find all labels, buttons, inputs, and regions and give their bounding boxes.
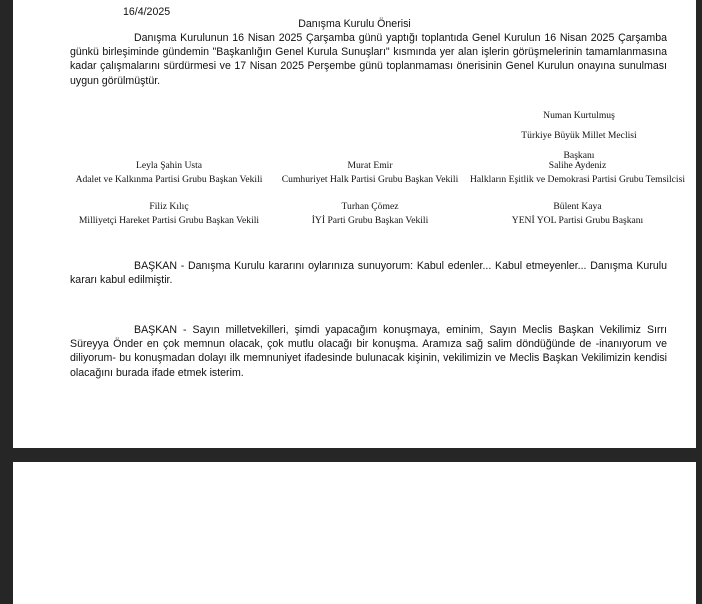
signatory-name: Bülent Kaya xyxy=(553,201,602,212)
signatory-name: Salihe Aydeniz xyxy=(548,160,607,171)
signatory-dem xyxy=(470,159,685,187)
document-page-1 xyxy=(13,0,696,448)
proposal-paragraph: Danışma Kurulunun 16 Nisan 2025 Çarşamba günü yaptığı toplantıda Genel Kurulun 16 Nisan 2025 Çarşamba günkü birleşiminde gündemin "Başkanlığın Genel Kurula Sunuşları" kısmında yer alan işlerin görüşmelerinin tamamlanmasına kadar çalışmalarını sürdürmesi ve 17 Nisan 2025 Perşembe günü toplanmaması önerisinin Genel Kurulun onayına sunulması uygun görülmüştür. xyxy=(70,32,667,87)
signatory-role: İYİ Parti Grubu Başkan Vekili xyxy=(311,214,429,226)
signatory-iyi xyxy=(275,200,465,228)
speaker-name: Numan Kurtulmuş xyxy=(543,110,615,121)
signatory-akp xyxy=(74,159,264,187)
signatory-name: Filiz Kılıç xyxy=(149,201,189,212)
signatory-mhp xyxy=(74,200,264,228)
signatory-role: Milliyetçi Hareket Partisi Grubu Başkan Vekili xyxy=(78,214,260,226)
speaker-role: Başkanı xyxy=(563,150,595,161)
signatory-name: Turhan Çömez xyxy=(341,201,399,212)
signatory-name: Leyla Şahin Usta xyxy=(135,160,203,171)
signatory-chp xyxy=(275,159,465,187)
signatory-yeniyol xyxy=(470,200,685,228)
document-date: 16/4/2025 xyxy=(123,6,171,18)
speaker-institution: Türkiye Büyük Millet Meclisi xyxy=(521,130,637,141)
speaker-block xyxy=(479,106,679,166)
speech-paragraph: BAŞKAN - Sayın milletvekilleri, şimdi yapacağım konuşmaya, eminim, Sayın Meclis Başkan Vekilimiz Sırrı Süreyya Önder en çok memnun olacak, çok mutlu olacağı bir konuşma. Aramıza sağ salim döndüğünde de -inanıyorum ve diliyorum- bu konuşmadan dolayı ilk memnuniyet ifadesinde bulunacak kişinin, vekilimizin ve Meclis Başkan Vekilimizin kendisi olacağını burada ifade etmek isterim. xyxy=(70,324,667,379)
vote-paragraph: BAŞKAN - Danışma Kurulu kararını oylarınıza sunuyorum: Kabul edenler... Kabul etmeyenler... Danışma Kurulu kararı kabul edilmiştir. xyxy=(70,260,667,287)
signatory-role: Adalet ve Kalkınma Partisi Grubu Başkan Vekili xyxy=(75,173,263,185)
signatory-role: Halkların Eşitlik ve Demokrasi Partisi Grubu Temsilcisi xyxy=(470,173,685,185)
signatory-name: Murat Emir xyxy=(347,160,393,171)
document-page-2 xyxy=(13,462,696,604)
document-title: Danışma Kurulu Önerisi xyxy=(298,18,411,30)
signatory-role: Cumhuriyet Halk Partisi Grubu Başkan Vekili xyxy=(281,173,459,185)
signatory-role: YENİ YOL Partisi Grubu Başkanı xyxy=(511,214,644,226)
